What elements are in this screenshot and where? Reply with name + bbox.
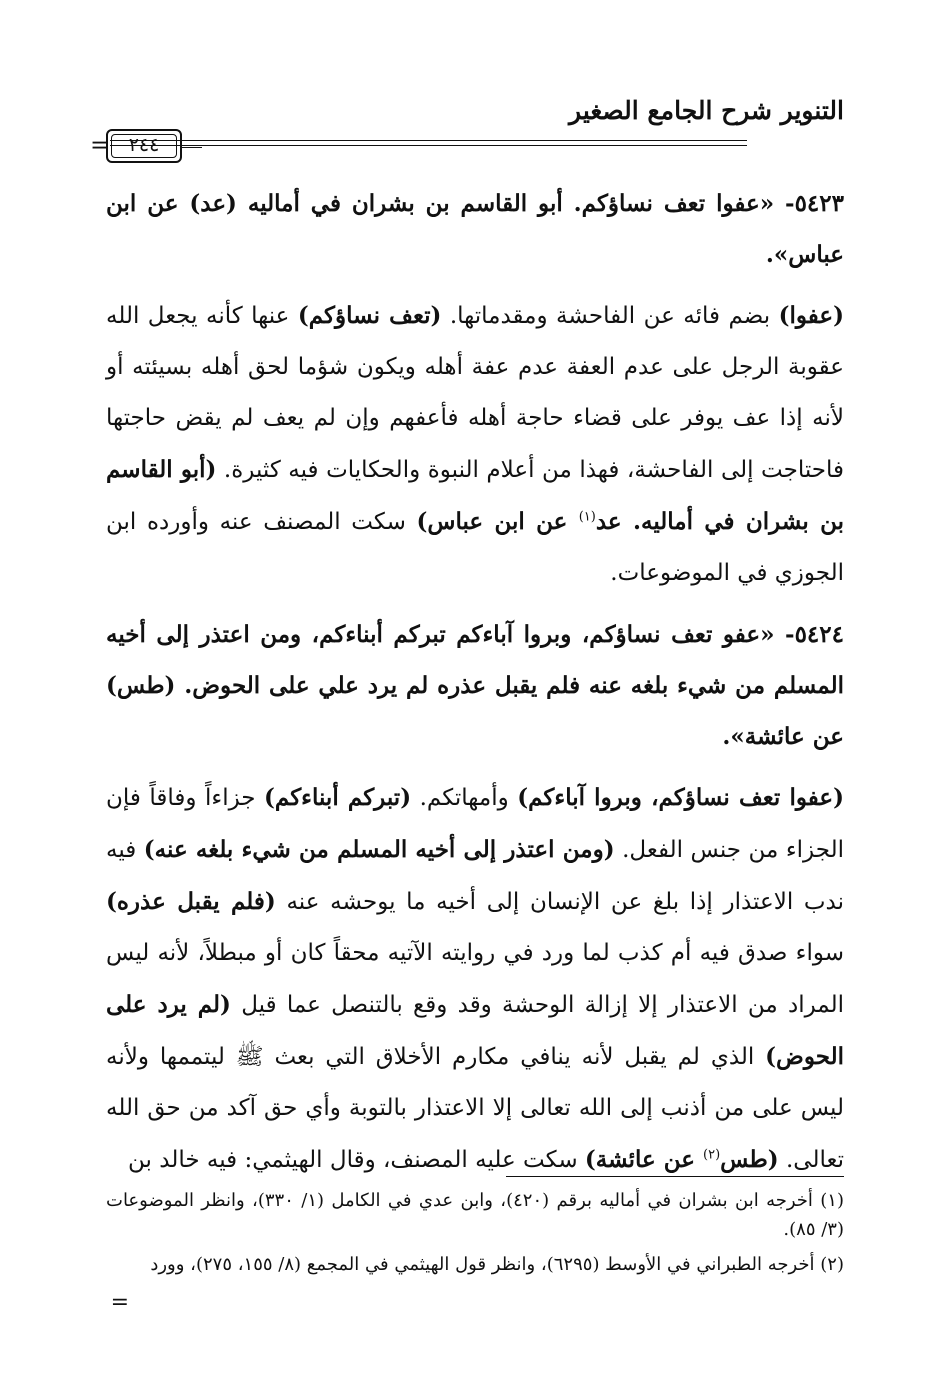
- header-double-rule: [110, 140, 747, 148]
- footnotes: [106, 1186, 844, 1285]
- commentary-segment: فيه ندب الاعتذار إذا بلغ عن الإنسان إلى أخيه ما يوحشه عنه: [106, 837, 845, 915]
- commentary-segment: وأمهاتكم.: [411, 785, 518, 811]
- commentary-5423: [106, 290, 844, 599]
- bold-quote-segment: (تعف نساؤكم): [297, 302, 442, 329]
- page-number-frame: [106, 129, 182, 163]
- commentary-segment: بضم فائه عن الفاحشة ومقدماتها.: [441, 303, 779, 329]
- commentary-segment: سكت عليه المصنف، وقال الهيثمي: فيه خالد بن: [128, 1147, 585, 1173]
- footnote-continuation-mark: =: [110, 1290, 129, 1315]
- running-title: التنوير شرح الجامع الصغير: [569, 96, 844, 125]
- bold-quote-segment: (طس: [720, 1146, 779, 1173]
- hadith-5424: ٥٤٢٤- «عفو تعف نساؤكم، وبروا آباءكم تبركم أبناءكم، ومن اعتذر إلى أخيه المسلم من شيء بلغه عنه فلم يقبل عذره لم يرد علي على الحوض. (طس) عن عائشة».: [106, 621, 845, 750]
- footnote-ref: (٢): [703, 1147, 721, 1163]
- hadith-5423: ٥٤٢٣- «عفوا تعف نساؤكم. أبو القاسم بن بشران في أماليه (عد) عن ابن عباس».: [106, 190, 844, 268]
- bold-quote-segment: (عفوا تعف نساؤكم، وبروا آباءكم): [517, 784, 844, 811]
- page-number: ٢٤٤: [128, 134, 160, 156]
- bold-quote-segment: عن ابن عباس): [416, 508, 579, 535]
- bold-quote-segment: عن عائشة): [584, 1146, 704, 1173]
- bold-quote-segment: (لم يرد على الحوض): [106, 991, 844, 1070]
- bold-quote-segment: (عفوا): [778, 302, 844, 329]
- commentary-segment: سكت المصنف عنه وأورده ابن الجوزي في الموضوعات.: [106, 509, 844, 586]
- footnote-2: (٢) أخرجه الطبراني في الأوسط (٦٢٩٥)، وانظر قول الهيثمي في المجمع (٨/ ١٥٥، ٢٧٥)، وورد: [150, 1254, 844, 1275]
- commentary-segment: الذي لم يقبل لأنه ينافي مكارم الأخلاق التي بعث ﷺ ليتممها ولأنه ليس على من أذنب إلى الله تعالى إلا الاعتذار بالتوبة وأي حق آكد من حق الله تعالى.: [106, 1044, 844, 1173]
- commentary-5424: [106, 772, 844, 1186]
- bold-quote-segment: (تبركم أبناءكم): [264, 784, 412, 811]
- footnote-separator: [506, 1176, 844, 1177]
- header-rule-connector: [180, 140, 202, 148]
- commentary-segment: سواء صدق فيه أم كذب لما ورد في روايته الآتيه محقاً كان أو مبطلاً، لأنه ليس المراد من الاعتذار إلا إزالة الوحشة وقد وقع بالتنصل عما قيل: [106, 940, 844, 1018]
- main-text: [106, 178, 844, 1196]
- bold-quote-segment: (ومن اعتذر إلى أخيه المسلم من شيء بلغه عنه): [143, 836, 615, 863]
- bold-quote-segment: (أبو القاسم بن بشران في أماليه. عد: [106, 456, 844, 535]
- footnote-1: (١) أخرجه ابن بشران في أماليه برقم (٤٢٠)، وابن عدي في الكامل (١/ ٣٣٠)، وانظر الموضوعات (٣/ ٨٥).: [106, 1190, 844, 1240]
- margin-continuation-mark: =: [90, 131, 111, 159]
- commentary-segment: عنها كأنه يجعل الله عقوبة الرجل على عدم العفة عدم عفة أهله ويكون شؤما لحق أهله بسيئته أو لأنه إذا عف يوفر على قضاء حاجة أهله فأعفهم وإن لم يعف لم يقض حاجتها فاحتاجت إلى الفاحشة، فهذا من أعلام النبوة والحكايات فيه كثيرة.: [106, 303, 844, 483]
- footnote-ref: (١): [578, 509, 596, 525]
- commentary-segment: جزاءاً وفاقاً فإن الجزاء من جنس الفعل.: [106, 785, 844, 863]
- bold-quote-segment: (فلم يقبل عذره): [106, 888, 276, 915]
